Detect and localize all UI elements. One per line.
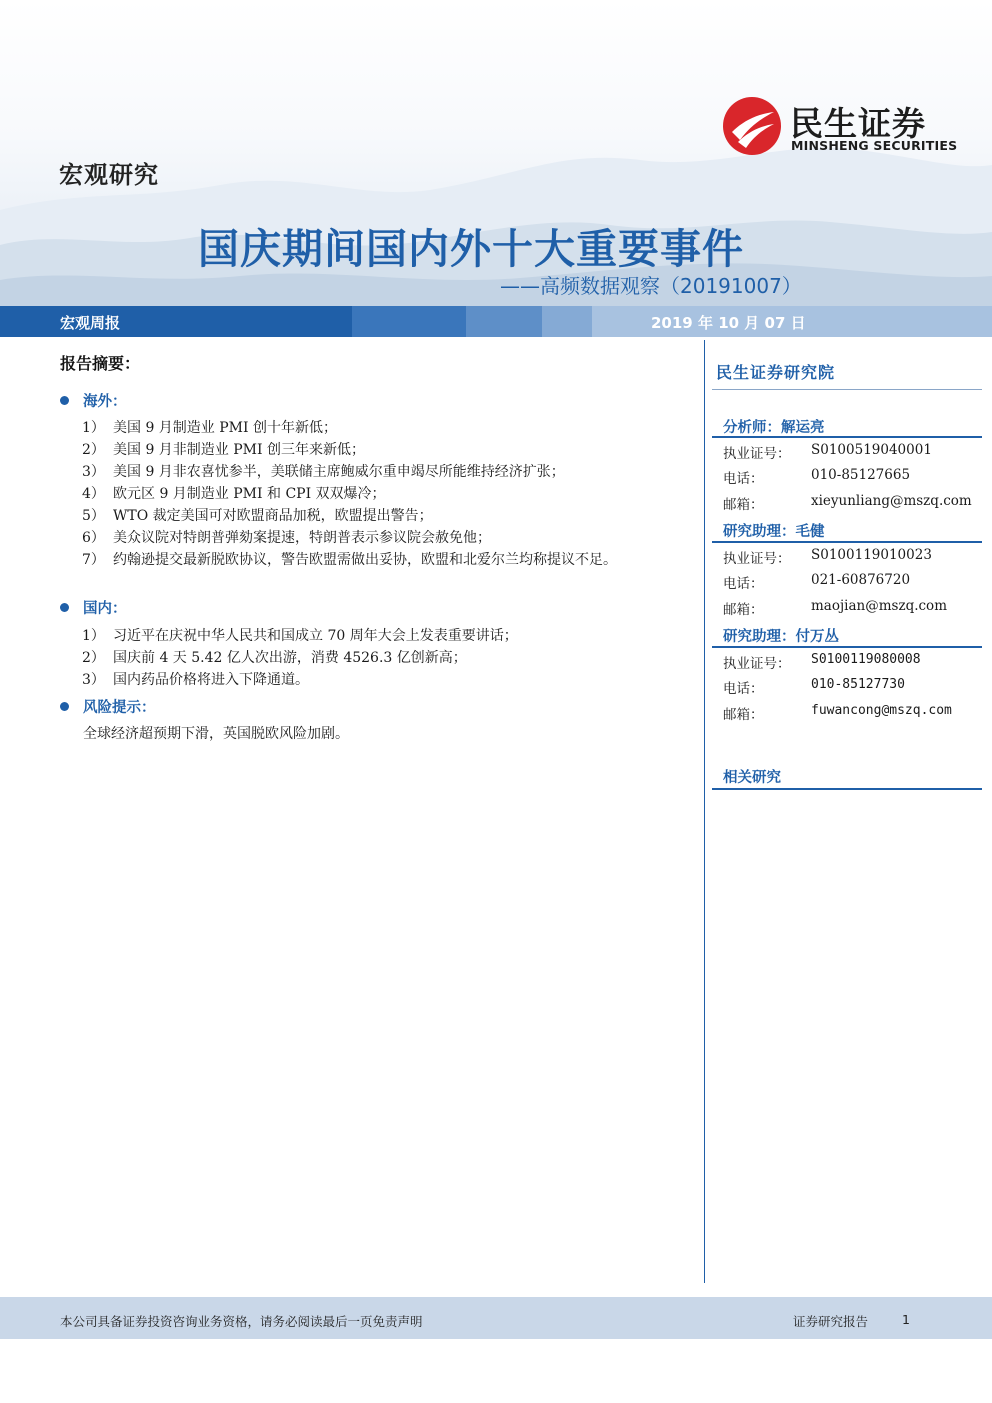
bullet-icon bbox=[60, 603, 69, 612]
report-type: 宏观周报 bbox=[60, 314, 121, 332]
section-risk bbox=[60, 696, 156, 717]
list-item: 1） 习近平在庆祝中华人民共和国成立 70 周年大会上发表重要讲话； bbox=[82, 628, 518, 644]
section-heading-label: 国内： bbox=[83, 600, 127, 617]
report-category: 宏观研究 bbox=[59, 161, 159, 189]
divider bbox=[712, 646, 982, 648]
page-title: 国庆期间国内外十大重要事件 bbox=[198, 225, 744, 273]
logo-english-name: MINSHENG SECURITIES bbox=[791, 138, 958, 153]
institute-name: 民生证券研究院 bbox=[716, 363, 836, 382]
company-logo bbox=[722, 96, 958, 156]
list-item: 6） 美众议院对特朗普弹劾案提速，特朗普表示参议院会赦免他； bbox=[82, 530, 491, 546]
list-item: 5） WTO 裁定美国可对欧盟商品加税，欧盟提出警告； bbox=[82, 508, 433, 524]
analyst-cert: S0100519040001 bbox=[811, 442, 932, 458]
report-date: 2019 年 10 月 07 日 bbox=[651, 314, 806, 332]
footer-disclaimer: 本公司具备证券投资咨询业务资格，请务必阅读最后一页免责声明 bbox=[60, 1314, 423, 1329]
bullet-icon bbox=[60, 702, 69, 711]
section-overseas bbox=[60, 390, 127, 411]
assistant2-cert: S0100119080008 bbox=[811, 652, 921, 667]
list-item: 2） 国庆前 4 天 5.42 亿人次出游，消费 4526.3 亿创新高； bbox=[82, 650, 467, 666]
assistant1-heading: 研究助理：毛健 bbox=[723, 523, 825, 540]
page-number: 1 bbox=[902, 1312, 910, 1327]
title-band bbox=[0, 306, 992, 337]
column-divider bbox=[704, 340, 705, 1283]
section-heading-label: 海外： bbox=[83, 393, 127, 410]
phone-label: 电话： bbox=[723, 576, 764, 592]
footer-doc-type: 证券研究报告 bbox=[793, 1314, 869, 1329]
email-label: 邮箱： bbox=[723, 602, 764, 618]
cert-label: 执业证号： bbox=[723, 551, 791, 567]
assistant2-heading: 研究助理：付万丛 bbox=[723, 628, 839, 645]
list-item: 4） 欧元区 9 月制造业 PMI 和 CPI 双双爆冷； bbox=[82, 486, 386, 502]
phone-label: 电话： bbox=[723, 471, 764, 487]
assistant1-cert: S0100119010023 bbox=[811, 547, 932, 563]
assistant1-phone: 021-60876720 bbox=[811, 572, 911, 588]
divider bbox=[712, 541, 982, 543]
list-item: 3） 美国 9 月非农喜忧参半，美联储主席鲍威尔重申竭尽所能维持经济扩张； bbox=[82, 464, 565, 480]
analyst-email[interactable]: xieyunliang@mszq.com bbox=[811, 493, 972, 509]
cert-label: 执业证号： bbox=[723, 656, 791, 672]
divider bbox=[712, 436, 982, 438]
divider bbox=[712, 389, 982, 390]
section-heading-label: 风险提示： bbox=[83, 699, 156, 716]
cert-label: 执业证号： bbox=[723, 446, 791, 462]
phone-label: 电话： bbox=[723, 681, 764, 697]
list-item: 2） 美国 9 月非制造业 PMI 创三年来新低； bbox=[82, 442, 365, 458]
logo-chinese-name: 民生证券 bbox=[790, 104, 926, 143]
summary-heading: 报告摘要： bbox=[60, 354, 141, 373]
analyst-phone: 010-85127665 bbox=[811, 467, 911, 483]
list-item: 7） 约翰逊提交最新脱欧协议，警告欧盟需做出妥协，欧盟和北爱尔兰均称提议不足。 bbox=[82, 552, 617, 568]
bullet-icon bbox=[60, 396, 69, 405]
assistant1-email[interactable]: maojian@mszq.com bbox=[811, 598, 947, 614]
page-subtitle: ——高频数据观察（20191007） bbox=[500, 274, 802, 298]
list-item: 3） 国内药品价格将进入下降通道。 bbox=[82, 672, 309, 688]
section-domestic bbox=[60, 597, 127, 618]
minsheng-logo-icon bbox=[722, 96, 782, 156]
risk-text: 全球经济超预期下滑，英国脱欧风险加剧。 bbox=[83, 726, 349, 742]
divider bbox=[712, 788, 982, 790]
assistant2-email[interactable]: fuwancong@mszq.com bbox=[811, 703, 952, 718]
analyst-heading: 分析师：解运亮 bbox=[723, 419, 825, 436]
email-label: 邮箱： bbox=[723, 497, 764, 513]
related-research-heading: 相关研究 bbox=[723, 769, 781, 786]
assistant2-phone: 010-85127730 bbox=[811, 677, 905, 692]
list-item: 1） 美国 9 月制造业 PMI 创十年新低； bbox=[82, 420, 337, 436]
email-label: 邮箱： bbox=[723, 707, 764, 723]
